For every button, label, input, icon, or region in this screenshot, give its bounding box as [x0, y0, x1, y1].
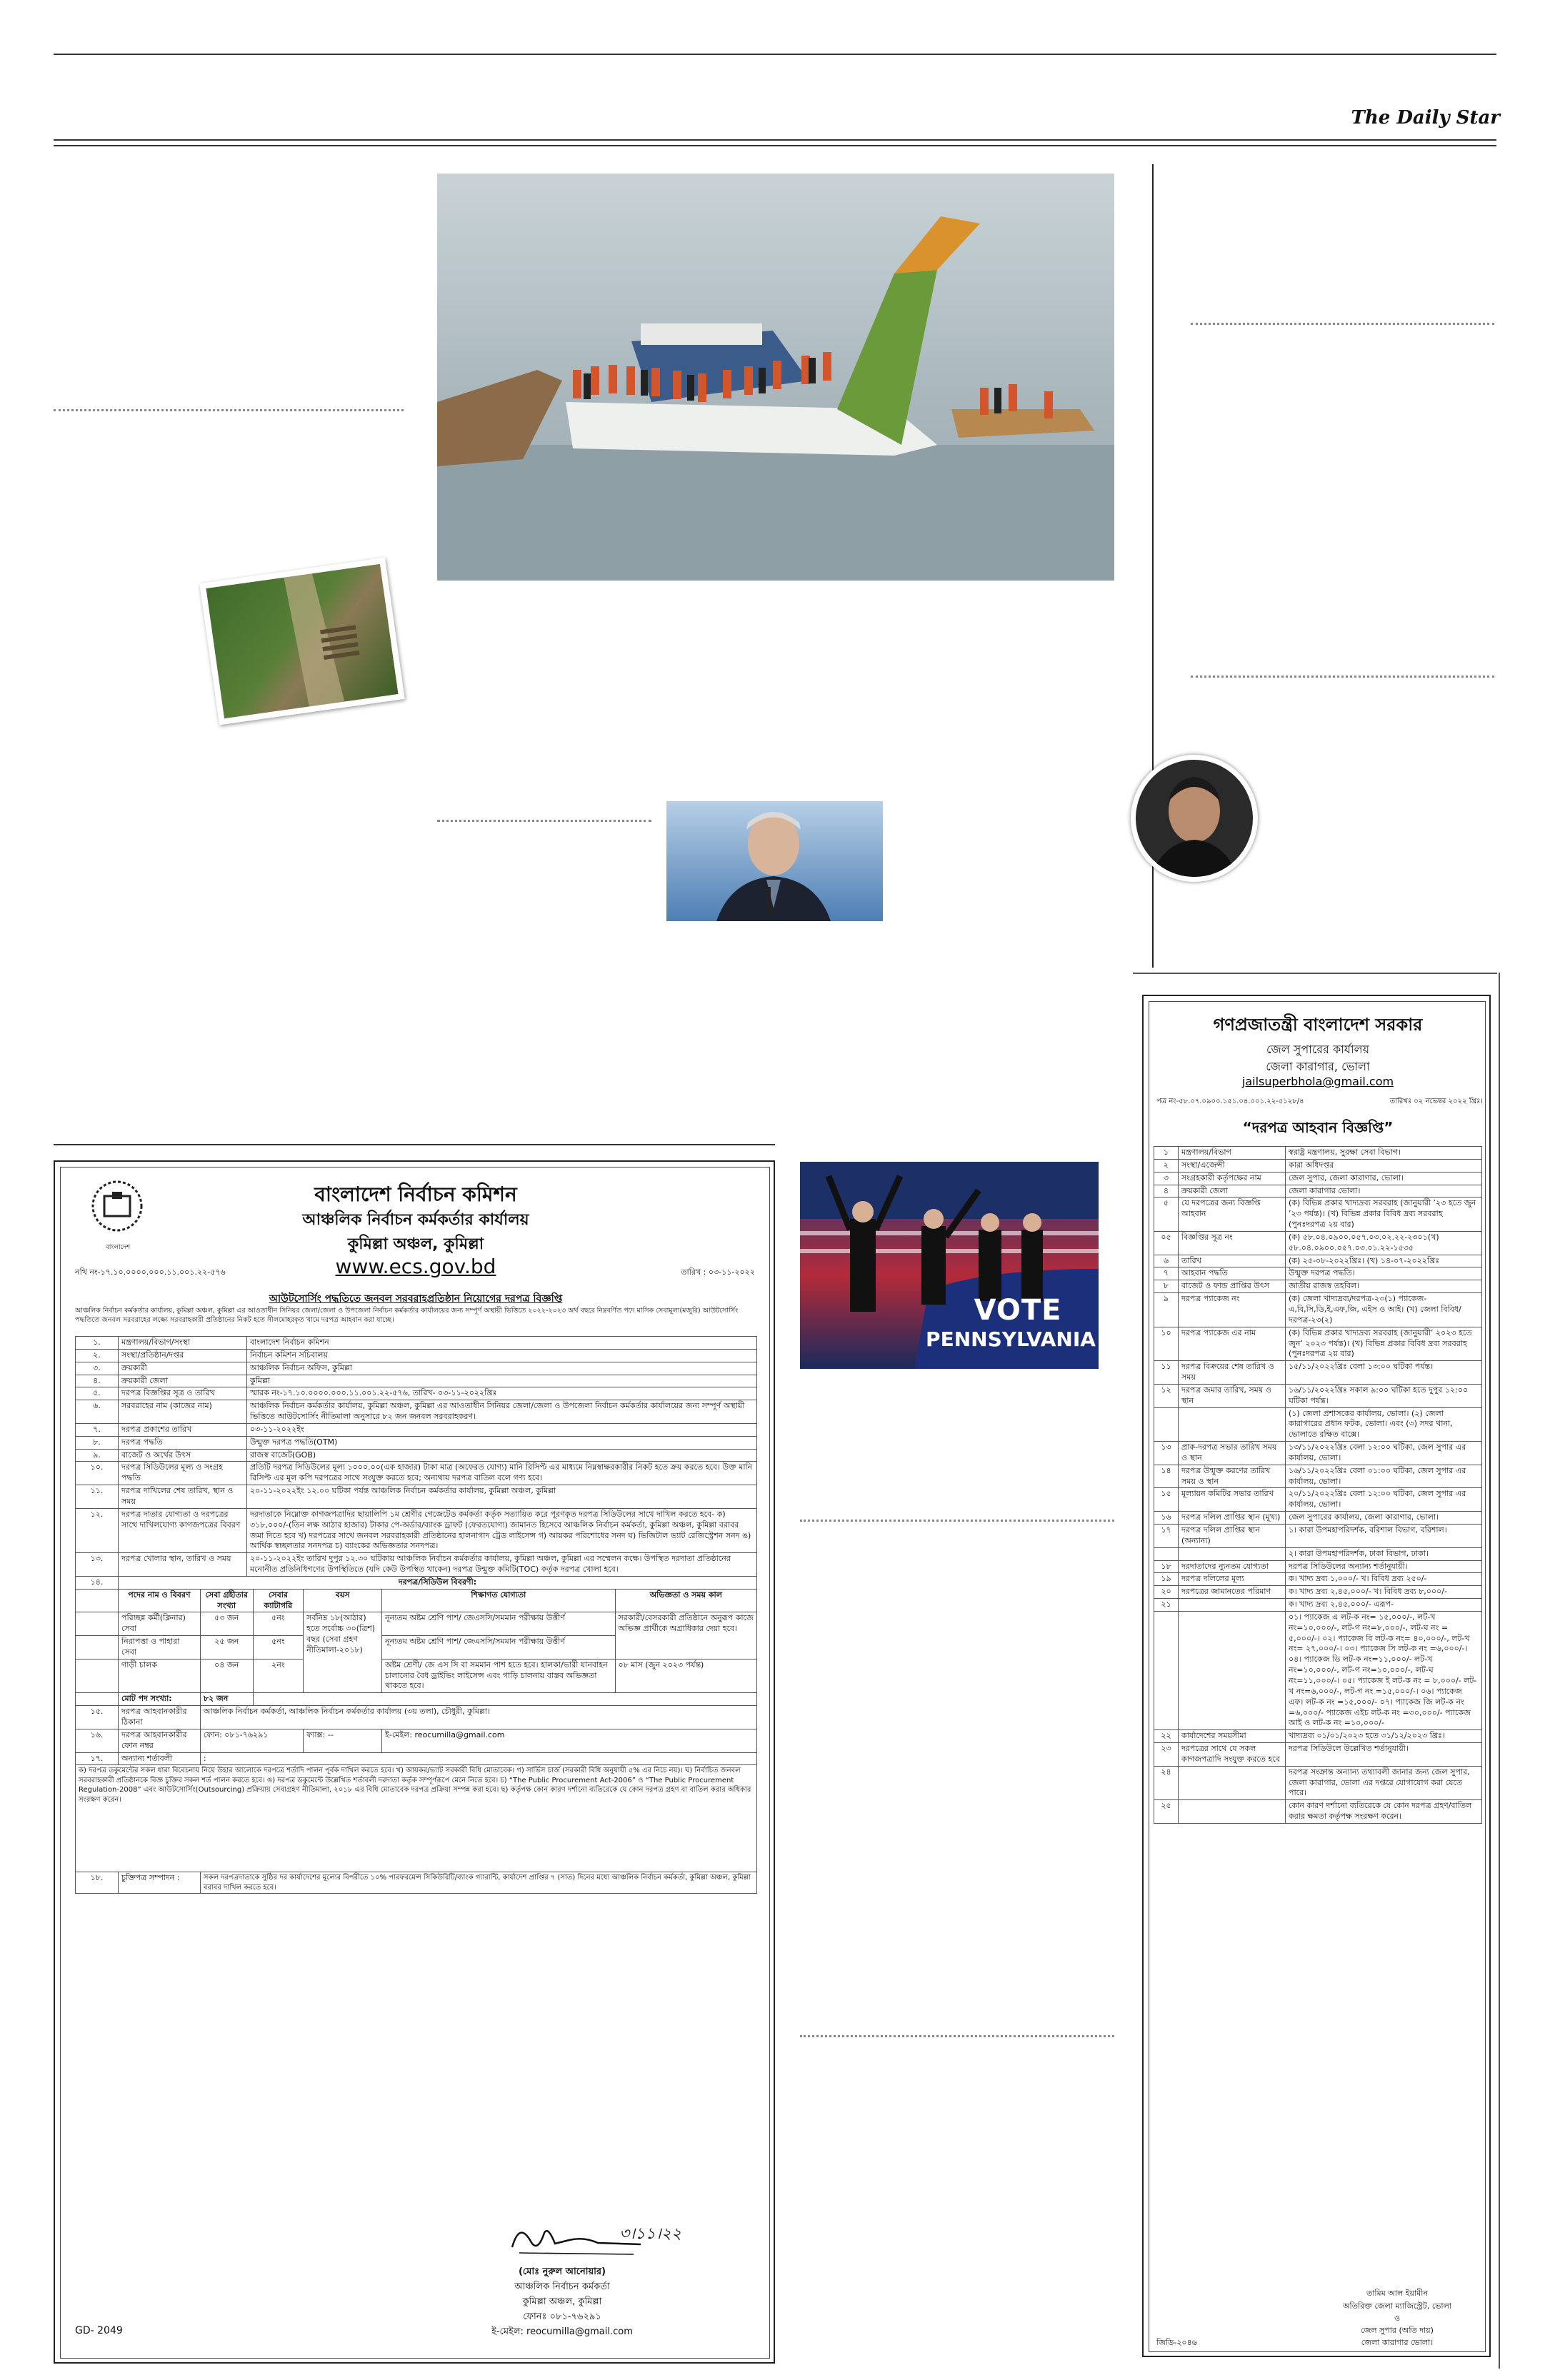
ec-ad-location: কুমিল্লা অঞ্চল, কুমিল্লা	[347, 1235, 484, 1253]
row-number: ৯.	[76, 1449, 119, 1462]
post-experience: ০৮ মাস (জুন ২০২৩ পর্যন্ত)	[615, 1659, 756, 1693]
table-row	[76, 1553, 757, 1577]
row-number: ১৯	[1154, 1573, 1179, 1586]
row-value: (ক) বিভিন্ন প্রকার খাদ্যদ্রব্য সরবরাহ (জানুয়ারী’ ২০২৩ হতে জুন’ ২০২৩ পর্যন্ত)। (খ) বিভিন্ন প্রকার বিবিধ দ্রব্য সরবরাহ (পুনঃদরপত্র ২য় বার)	[1286, 1327, 1482, 1361]
row-label	[1179, 1599, 1286, 1612]
row-label: দরপত্র বিজ্ঞপ্তির সূত্র ও তারিখ	[119, 1387, 247, 1400]
row-label: মূল্যায়ন কমিটির সভার তারিখ	[1179, 1488, 1286, 1512]
row-value: বাংলাদেশ নির্বাচন কমিশন	[247, 1337, 757, 1350]
table-row	[76, 1485, 757, 1509]
table-row	[1154, 1465, 1482, 1488]
row-value: (ক) ২৫-০৮-২০২২খ্রিঃ। (খ) ১৪-০৭-২০২২খ্রিঃ	[1286, 1255, 1482, 1267]
portrait-illustration	[666, 801, 883, 921]
table-row	[1154, 1172, 1482, 1185]
row-number: ৬	[1154, 1255, 1179, 1267]
table-row	[1154, 1185, 1482, 1197]
row-number: ৯	[1154, 1293, 1179, 1327]
row-number: ২১	[1154, 1599, 1179, 1612]
rally-photo	[800, 1162, 1099, 1369]
table-row	[1154, 1384, 1482, 1407]
row-number: ১৪	[1154, 1465, 1179, 1488]
row-label: দরপত্র দলিলের মূল্য	[1179, 1573, 1286, 1586]
table-row	[1154, 1611, 1482, 1729]
row-number	[1154, 1611, 1179, 1729]
ec-row16-label: দরপত্র আহবানকারীর ফোন নম্বর	[119, 1729, 201, 1752]
row-label: যে দরপত্রের জন্য বিজ্ঞপ্তি আহবান	[1179, 1197, 1286, 1232]
row-label: দরপত্র খোলার স্থান, তারিখ ও সময়	[119, 1553, 247, 1577]
ec-tender-ad	[54, 1160, 775, 2364]
row-number: ৫.	[76, 1387, 119, 1400]
plane-crash-illustration	[437, 174, 1114, 581]
row-number: ০৫	[1154, 1231, 1179, 1255]
row-number: ২০	[1154, 1586, 1179, 1599]
row-number: ১৭	[1154, 1525, 1179, 1548]
row-value: রাজস্ব বাজেট(GOB)	[247, 1449, 757, 1462]
column-rule	[1499, 973, 1500, 2369]
table-row	[1154, 1599, 1482, 1612]
vote-banner-line1: VOTE	[974, 1294, 1062, 1327]
row-label: দরপত্র প্যাকেজ এর নাম	[1179, 1327, 1286, 1361]
ec-ad-table	[75, 1336, 757, 1577]
row-number: ৬.	[76, 1400, 119, 1424]
ec-sign-date: ৩।১১।২২	[619, 2225, 682, 2243]
row-value: জাতীয় রাজস্ব তহবিল।	[1286, 1280, 1482, 1293]
row-number: ১২.	[76, 1508, 119, 1552]
row-number: ৮.	[76, 1436, 119, 1449]
row-label: ক্রয়কারী	[119, 1362, 247, 1375]
row-value: ২০-১১-২০২২ইং ১২.০০ ঘটিকা পর্যন্ত আঞ্চলিক নির্বাচন কর্মকর্তার কার্যালয়, কুমিল্লা অঞ্চল, কুমিল্লা	[247, 1485, 757, 1509]
ec-row18-label: চুক্তিপত্র সম্পাদন :	[119, 1872, 201, 1894]
ec-ad-header: বাংলাদেশ নির্বাচন কমিশন	[314, 1183, 517, 1206]
row-number: ১১.	[76, 1485, 119, 1509]
row-number: ৩.	[76, 1362, 119, 1375]
ec-ad-memo-no: নথি নং-১৭.১০.০০০০.০০০.১১.০০১.২২-৫৭৬	[75, 1267, 226, 1277]
ec-sign-title: আঞ্চলিক নির্বাচন কর্মকর্তা	[514, 2281, 610, 2292]
table-row	[1154, 1407, 1482, 1442]
row-number: ৫	[1154, 1197, 1179, 1232]
table-row	[1154, 1293, 1482, 1327]
ec-row16-email: ই-মেইল: reocumilla@gmail.com	[382, 1729, 757, 1752]
row-value: ক। খাদ্য দ্রব্য ২,৪৫,০০০/- এরূপ-	[1286, 1599, 1482, 1612]
row-label	[1179, 1547, 1286, 1560]
ec-sign-location: কুমিল্লা অঞ্চল, কুমিল্লা	[522, 2296, 602, 2307]
jail-ad-office-2: জেলা কারাগার, ভোলা	[1266, 1060, 1370, 1073]
row-number: ১৩	[1154, 1442, 1179, 1465]
post-education: অষ্টম শ্রেণী/ জে এস সি বা সমমান পাশ হতে হবে। হালকা/ভারী যানবাহন চালানোর বৈধ ড্রাইভিং লাইসেন্স এবং গাড়ি চালনায় বাস্তব অভিজ্ঞতা থাকতে হবে।	[382, 1659, 615, 1693]
table-row	[1154, 1442, 1482, 1465]
row-value: দরপত্র সিডিউলের অন্যান্য শর্তানুযায়ী।	[1286, 1560, 1482, 1573]
table-row	[1154, 1560, 1482, 1573]
table-row	[76, 1423, 757, 1436]
table-row	[76, 1337, 757, 1350]
row-number: ৪.	[76, 1375, 119, 1387]
ec-row18-value: সকল দরপত্রদাতাকে সুষ্ঠির দর কার্যাদেশের মূল্যের বিপরীতে ১০% পারফরমেন্স সিকিউরিটি/ব্যাংক গ্যারান্টি, কার্যাদেশ প্রাপ্তির ৭ (সাত) দিনের মধ্যে আঞ্চলিক নির্বাচন কর্মকর্তা, কুমিল্লা অঞ্চল, কুমিল্লা বরাবর দাখিল করতে হবে।	[200, 1872, 756, 1894]
row-value: কুমিল্লা	[247, 1375, 757, 1387]
table-row	[1154, 1159, 1482, 1172]
row-label: বিজ্ঞপ্তির সূত্র নং	[1179, 1231, 1286, 1255]
header-rule-1	[54, 139, 1496, 141]
table-row	[1154, 1231, 1482, 1255]
row-label	[1179, 1766, 1286, 1800]
ec-row15-value: আঞ্চলিক নির্বাচন কর্মকর্তা, আঞ্চলিক নির্বাচন কর্মকর্তার কার্যালয় (৩য় তলা), চৌধুরী, কুমিল্লা।	[200, 1706, 756, 1729]
row-value: কারা অধিদপ্তর	[1286, 1159, 1482, 1172]
post-name: পরিচ্ছন্ন কর্মী(ক্লিনার) সেবা	[119, 1612, 201, 1636]
row-value: উন্মুক্ত দরপত্র পদ্ধতি(OTM)	[247, 1436, 757, 1449]
jail-ad-sign-title-3: জেল সুপার (অতি দায়)	[1361, 2326, 1434, 2335]
row-label: দরপত্র পদ্ধতি	[119, 1436, 247, 1449]
ec-ad-intro: আঞ্চলিক নির্বাচন কর্মকর্তার কার্যালয়, কুমিল্লা অঞ্চল, কুমিল্লা এর আওতাধীন সিনিয়র জেলা/জেলা ও উপজেলা নির্বাচন কর্মকর্তার কার্যালয়ের জন্য সম্পূর্ণ অস্থায়ী ভিত্তিতে ২০২২-২০২৩ অর্থ বছরে নিম্নবর্ণিত পদে মাসিক সেবামূল্য(মজুরি) আউটসোর্সিং পদ্ধতিতে জনবল সরবরাহের লক্ষ্যে সরবরাহকারী প্রতিষ্ঠানের নিকট হতে সীলমোহরকৃত খামে দরপত্র আহবান করা যাচ্ছে।	[75, 1307, 739, 1325]
row-number: ২৩	[1154, 1743, 1179, 1767]
header-rule-2	[54, 145, 1496, 146]
jail-ad-memo-no: পত্র নং-৫৮.০৭.০৯০০.১৫১.০৪.০০১.২২-৫১২৮/৪	[1156, 1098, 1304, 1105]
post-category: ৫নং	[253, 1612, 304, 1636]
row-label: দরপত্র প্যাকেজ নং	[1179, 1293, 1286, 1327]
ec-row17-label: অন্যান্য শর্তাবলী	[119, 1752, 201, 1765]
post-column-header: শিক্ষাগত যোগ্যতা	[382, 1589, 615, 1612]
row-value: স্বরাষ্ট্র মন্ত্রণালয়, সুরক্ষা সেবা বিভাগ।	[1286, 1147, 1482, 1160]
jail-ad-sign-title-2: ও	[1394, 2314, 1401, 2323]
row-number: ১.	[76, 1337, 119, 1350]
row-label: মন্ত্রণালয়/বিভাগ/সংস্থা	[119, 1337, 247, 1350]
row-label: দরপত্রের জামানতের পরিমাণ	[1179, 1586, 1286, 1599]
jail-ad-header: গণপ্রজাতন্ত্রী বাংলাদেশ সরকার	[1213, 1015, 1423, 1035]
row-number: ১০.	[76, 1462, 119, 1485]
table-row	[76, 1462, 757, 1485]
ec-ad-table-wrap	[75, 1336, 757, 2100]
post-column-header: বয়স	[304, 1589, 382, 1612]
post-age: সর্বনিম্ন ১৮(আঠার) হতে সর্বোচ্চ ৩০(ত্রিশ) বছর (সেবা গ্রহণ নীতিমালা-২০১৮)	[304, 1612, 382, 1693]
table-row	[1154, 1586, 1482, 1599]
ec-schedule-no: ১৪.	[76, 1576, 119, 1589]
row-number: ৩	[1154, 1172, 1179, 1185]
row-number: ২.	[76, 1349, 119, 1362]
post-education: নূন্যতম অষ্টম শ্রেণি পাশ/ জেএসসি/সমমান পরীক্ষায় উত্তীর্ণ	[382, 1612, 615, 1636]
row-number: ৭	[1154, 1267, 1179, 1280]
table-row	[1154, 1280, 1482, 1293]
row-value: ক। খাদ্য দ্রব্য ২,৪৫,০০০/- খ। বিবিধ দ্রব্য ৮,০০০/-	[1286, 1586, 1482, 1599]
post-count: ০৪ জন	[200, 1659, 253, 1693]
table-row	[1154, 1573, 1482, 1586]
table-row	[1154, 1255, 1482, 1267]
table-row	[1154, 1327, 1482, 1361]
ad-top-rule	[54, 1144, 775, 1145]
row-label: দরপত্র সিডিউলের মূল্য ও সংগ্রহ পদ্ধতি	[119, 1462, 247, 1485]
ec-ad-code: GD- 2049	[75, 2325, 123, 2336]
row-label: দরপত্র দাতার যোগ্যতা ও দরপত্রের সাথে দাখিলযোগ্য কাগজপত্রের বিবরণ	[119, 1508, 247, 1552]
separator	[1191, 676, 1494, 678]
row-label: দরপত্র উন্মুক্ত করণের তারিখ সময় ও স্থান	[1179, 1465, 1286, 1488]
row-value: আঞ্চলিক নির্বাচন কর্মকর্তার কার্যালয়, কুমিল্লা অঞ্চল, কুমিল্লা এর আওতাধীন সিনিয়র জেলা/জেলা ও উপজেলা নির্বাচন কর্মকর্তার কার্যালয়ের জন্য সম্পূর্ণ অস্থায়ী ভিত্তিতে আউটসোর্সিং নীতিমালা অনুসারে ৮২ জন জনবল সরবরাহকরণ।	[247, 1400, 757, 1424]
row-value: খাদ্যদ্রব্য ০১/০১/২০২৩ হতে ৩১/১২/২০২৩ খ্রিঃ।	[1286, 1730, 1482, 1743]
table-row	[76, 1362, 757, 1375]
row-number: ৪	[1154, 1185, 1179, 1197]
row-value: দরপত্র সিডিউলে উল্লেখিত শর্তানুযায়ী।	[1286, 1743, 1482, 1767]
row-value: ০৩-১১-২০২২ইং	[247, 1423, 757, 1436]
row-number	[1154, 1547, 1179, 1560]
jail-ad-office-1: জেল সুপারের কার্যালয়	[1266, 1043, 1370, 1056]
separator	[437, 820, 651, 822]
table-row	[76, 1349, 757, 1362]
row-value: কোন কারণ দর্শানো ব্যতিরেকে যে কোন দরপত্র গ্রহণ/বাতিল করার ক্ষমতা কর্তৃপক্ষ সংরক্ষণ করেন।	[1286, 1800, 1482, 1824]
row-number: ২৪	[1154, 1766, 1179, 1800]
jail-tender-ad	[1142, 995, 1491, 2357]
row-value: ২০/১১/২০২২খ্রিঃ বেলা ১২:০০ ঘটিকা, জেল সুপার এর কার্যালয়, ভোলা।	[1286, 1488, 1482, 1512]
row-number: ১২	[1154, 1384, 1179, 1407]
post-count: ৫৩ জন	[200, 1612, 253, 1636]
row-value: নির্বাচন কমিশন সচিবালয়	[247, 1349, 757, 1362]
ec-conditions: ক) দরপত্র ডকুমেন্টের সকল ধারা বিবেচনায় নিয়ে উহার আলোকে দরপত্রে শর্তাদি পালন পূর্বক দাখিল করতে হবে। খ) আয়কর/ভ্যাট সরকারী বিধি মোতাবেক। গ) সার্ভিস চার্জ (সরকারী বিধি অনুযায়ী ৫% এর নিচে নয়)। ঘ) নির্বাচিত জনবল সরবরাহকারী প্রতিষ্ঠানকে বিজ্ঞ চুক্তির সকল শর্ত পালন করতে হবে। ঙ) দরপত্র ডকুমেন্টে উল্লেখিত শর্তাবলী দরদাতা কর্তৃক সম্পূর্ণরূপে মেনে নিতে হবে। চ) “The Public Procurement Act-2006” ও “The Public Procurement Regulation-2008” এবং আউটসোর্সিং(Outsourcing) প্রক্রিয়ায় সেবাগ্রহণ নীতিমালা, ২০১৮ এর বিধি মোতাবেক দরপত্র প্রক্রিয়া সম্পন্ন করা হবে। ছ) কর্তৃপক্ষ কোন কারণ দর্শানো ব্যতিরেকে যে কোন দরপত্র গ্রহণ বা বাতিল করার অধিকার সংরক্ষণ করেন।	[76, 1765, 757, 1872]
row-value: (১) জেলা প্রশাসকের কার্যালয়, ভোলা। (২) জেলা কারাগারের প্রধান ফটক, ভোলা। এবং (৩) সদর থানা, ভোলাতে রক্ষিত বাক্সে।	[1286, 1407, 1482, 1442]
forest-illustration	[206, 564, 398, 718]
table-row	[1154, 1743, 1482, 1767]
jail-ad-sign-name: তামিম আল ইয়ামীন	[1366, 2289, 1429, 2298]
row-value: (ক) জেলা খাদ্যদ্রব্য/দরপত্র-২৩(১) প্যাকেজ-এ,বি,সি,ডি,ই,এফ,জি, এইস ও আই। (খ) জেলা বিবিধ/দরপত্র-২৩(২)	[1286, 1293, 1482, 1327]
row-label: ক্রয়কারী জেলা	[1179, 1185, 1286, 1197]
row-number: ২২	[1154, 1730, 1179, 1743]
ec-row15-label: দরপত্র আহবানকারীর ঠিকানা	[119, 1706, 201, 1729]
circle-portrait	[1131, 755, 1258, 882]
row-value: জেলা কারাগার ভোলা।	[1286, 1185, 1482, 1197]
post-column-header: অভিজ্ঞতা ও সময় কাল	[615, 1589, 756, 1612]
row-value: (ক) ৫৮.০৪.০৯০০.০৫৭.০৩.০২.২২-২৩০১(খ) ৫৮.০৪.০৯০০.০৫৭.০৩.০১.২২-১৫৩৫	[1286, 1231, 1482, 1255]
circle-portrait-illustration	[1136, 760, 1253, 877]
forest-photo	[199, 558, 404, 725]
row-value: ২। কারা উপমহাপরিদর্শক, ঢাকা বিভাগ, ঢাকা।	[1286, 1547, 1482, 1560]
table-row	[1154, 1197, 1482, 1232]
table-row	[76, 1387, 757, 1400]
row-value: ২০-১১-২০২২ইং তারিখ দুপুর ১২.৩০ ঘটিকায় আঞ্চলিক নির্বাচন কর্মকর্তার কার্যালয়, কুমিল্লা অঞ্চল, কুমিল্লা এর সম্মেলন কক্ষে। উপস্থিত দরদাতা প্রতিষ্ঠানের মনোনীত প্রতিনিধিগণের উপস্থিতিতে (যদি কেউ উপস্থিত থাকেন) দরপত্র উন্মুক্ত কমিটি(TOC) কর্তৃক দরপত্র খোলা হবে।	[247, 1553, 757, 1577]
ec-row16-fax: ফ্যাক্স: --	[304, 1729, 382, 1752]
ec-post-table: ১৪. দরপত্র/সিডিউল বিবরণী: পদের নাম ও বিবরণ সেবা গ্রহীতার সংখ্যা সেবার ক্যাটাগরি বয়স শিক্ষাগত যোগ্যতা অভিজ্ঞতা ও সময় কাল পরিচ্ছন্ন কর্মী(ক্লিনার) সেবা ৫৩ জন ৫নং সর্বনিম্ন ১৮(আঠার) হতে সর্বোচ্চ ৩০(ত্রিশ) বছর (সেবা গ্রহণ নীতিমালা-২০১৮) নূন্যতম অষ্টম শ্রেণি পাশ/ জেএসসি/সমমান পরীক্ষায় উত্তীর্ণ সরকারী/বেসরকারী প্রতিষ্ঠানে অনুরূপ কাজে অভিজ্ঞ প্রার্থীকে অগ্রাধিকার দেয়া হবে। নিরাপত্তা ও পাহারা সেবা ২৫ জন ৫নং নূন্যতম অষ্টম শ্রেণি পাশ/ জেএসসি/সমমান পরীক্ষায় উত্তীর্ণ গাড়ী চালক ০৪ জন ২নং অষ্টম শ্রেণী/ জে এস সি বা সমমান পাশ হতে হবে। হালকা/ভারী যানবাহন চালানোর বৈধ ড্রাইভিং লাইসেন্স এবং গাড়ি চালনায় বাস্তব অভিজ্ঞতা থাকতে হবে। ০৮ মাস (জুন ২০২৩ পর্যন্ত) মোট পদ সংখ্যা: ৮২ জন ১৫. দরপত্র আহবানকারীর ঠিকানা আঞ্চলিক নির্বাচন কর্মকর্তা, আঞ্চলিক নির্বাচন কর্মকর্তার কার্যালয় (৩য় তলা), চৌধুরী, কুমিল্লা। ১৬. দরপত্র আহবানকারীর ফোন নম্বর ফোন: ০৮১-৭৬২৯১ ফ্যাক্স: -- ই-মেইল: reocumilla@gmail.com ১৭. অন্যান্য শর্তাবলী : ক) দরপত্র ডকুমেন্টের সকল ধারা বিবেচনায় নিয়ে উহার আলোকে দরপত্রে শর্তাদি পালন পূর্বক দাখিল করতে হবে। খ) আয়কর/ভ্যাট সরকারী বিধি মোতাবেক। গ) সার্ভিস চার্জ (সরকারী বিধি অনুযায়ী ৫% এর নিচে নয়)। ঘ) নির্বাচিত জনবল সরবরাহকারী প্রতিষ্ঠানকে বিজ্ঞ চুক্তির সকল শর্ত পালন করতে হবে। ঙ) দরপত্র ডকুমেন্টে উল্লেখিত শর্তাবলী দরদাতা কর্তৃক সম্পূর্ণরূপে মেনে নিতে হবে। চ) “The Public Procurement Act-2006” ও “The Public Procurement Regulation-2008” এবং আউটসোর্সিং(Outsourcing) প্রক্রিয়ায় সেবাগ্রহণ নীতিমালা, ২০১৮ এর বিধি মোতাবেক দরপত্র প্রক্রিয়া সম্পন্ন করা হবে। ছ) কর্তৃপক্ষ কোন কারণ দর্শানো ব্যতিরেকে যে কোন দরপত্র গ্রহণ বা বাতিল করার অধিকার সংরক্ষণ করেন। ১৮. চুক্তিপত্র সম্পাদন : সকল দরপত্রদাতাকে সুষ্ঠির দর কার্যাদেশের মূল্যের বিপরীতে ১০% পারফরমেন্স সিকিউরিটি/ব্যাংক গ্যারান্টি, কার্যাদেশ প্রাপ্তির ৭ (সাত) দিনের মধ্যে আঞ্চলিক নির্বাচন কর্মকর্তা, কুমিল্লা অঞ্চল, কুমিল্লা বরাবর দাখিল করতে হবে।	[75, 1576, 757, 1894]
table-row	[1154, 1147, 1482, 1160]
ec-total-value: ৮২ জন	[200, 1693, 253, 1706]
jail-ad-code: জিডি-২০৪৬	[1156, 2338, 1197, 2347]
table-row	[1154, 1267, 1482, 1280]
row-label: সংগ্রহকারী কর্তৃপক্ষের নাম	[1179, 1172, 1286, 1185]
ec-ad-memo-date: তারিখ : ০৩-১১-২০২২	[681, 1267, 755, 1277]
row-label: দরপত্র দলিল প্রাপ্তির স্থান (মূখ্য)	[1179, 1512, 1286, 1525]
vote-banner-line2: PENNSYLVANIA	[926, 1327, 1096, 1351]
ec-sign-email: ই-মেইল: reocumilla@gmail.com	[491, 2326, 633, 2337]
table-row	[1154, 1525, 1482, 1548]
row-number: ১	[1154, 1147, 1179, 1160]
row-number: ১৫	[1154, 1488, 1179, 1512]
row-label	[1179, 1407, 1286, 1442]
row-number: ১৬	[1154, 1512, 1179, 1525]
jail-ad-memo-date: তারিখঃ ০২ নভেম্বর ২০২২ খ্রিঃ।	[1389, 1098, 1483, 1105]
row-label: দরপত্রের সাথে যে সকল কাগজপত্রাদি সংযুক্ত করতে হবে	[1179, 1743, 1286, 1767]
post-row	[76, 1612, 757, 1636]
row-number	[1154, 1407, 1179, 1442]
row-value: ১। কারা উপমহাপরিদর্শক, বরিশাল বিভাগ, বরিশাল।	[1286, 1525, 1482, 1548]
table-row	[76, 1436, 757, 1449]
row-label: কার্যাদেশের সময়সীমা	[1179, 1730, 1286, 1743]
row-label: আহবান পদ্ধতি	[1179, 1267, 1286, 1280]
row-label: দরদাতাদের ন্যুনতম যোগ্যতা	[1179, 1560, 1286, 1573]
ec-ad-website[interactable]: www.ecs.gov.bd	[335, 1255, 496, 1278]
row-number: ২৫	[1154, 1800, 1179, 1824]
jail-ad-sign-title-4: জেলা কারাগার ভোলা।	[1361, 2338, 1434, 2347]
separator	[800, 2035, 1114, 2037]
row-label: বাজেট ও ফান্ড প্রাপ্তির উৎস	[1179, 1280, 1286, 1293]
row-value: স্মারক নং-১৭.১০.০০০০.০০০.১১.০০১.২২-৫৭৬, তারিখ- ০৩-১১-২০২২খ্রিঃ	[247, 1387, 757, 1400]
post-name: নিরাপত্তা ও পাহারা সেবা	[119, 1636, 201, 1660]
top-rule	[54, 54, 1496, 55]
row-value: ১৬/১১/২০২২খ্রিঃ সকাল ৯:০০ ঘটিকা হতে দুপুর ১২:০০ ঘটিকা পর্যন্ত।	[1286, 1384, 1482, 1407]
table-row	[1154, 1800, 1482, 1824]
row-label: ক্রয়কারী জেলা	[119, 1375, 247, 1387]
plane-crash-photo	[437, 174, 1114, 581]
ec-sign-name: (মোঃ নুরুল আনোয়ার)	[518, 2266, 606, 2277]
table-row	[76, 1508, 757, 1552]
table-row	[76, 1400, 757, 1424]
jail-ad-table-wrap	[1154, 1146, 1482, 2281]
row-label: সংস্থা/এজেন্সী	[1179, 1159, 1286, 1172]
row-label: সরবরাহের নাম (কাজের নাম)	[119, 1400, 247, 1424]
jail-ad-email[interactable]: jailsuperbhola@gmail.com	[1241, 1075, 1394, 1088]
row-label: দরপত্র জমার তারিখ, সময় ও স্থান	[1179, 1384, 1286, 1407]
post-count: ২৫ জন	[200, 1636, 253, 1660]
row-label: বাজেট ও অর্থের উৎস	[119, 1449, 247, 1462]
table-row	[1154, 1488, 1482, 1512]
post-column-header: সেবা গ্রহীতার সংখ্যা	[200, 1589, 253, 1612]
row-number: ৭.	[76, 1423, 119, 1436]
row-label	[1179, 1611, 1286, 1729]
row-label: দরপত্র বিক্রয়ের শেষ তারিখ ও সময়	[1179, 1361, 1286, 1385]
row-label	[1179, 1800, 1286, 1824]
row-number: ৮	[1154, 1280, 1179, 1293]
row-label: দরপত্র দলিল প্রাপ্তির স্থান (অন্যান্য)	[1179, 1525, 1286, 1548]
table-row	[1154, 1547, 1482, 1560]
jail-ad-table	[1154, 1146, 1482, 1824]
jail-ad-sign-title-1: অতিরিক্ত জেলা ম্যাজিস্ট্রেট, ভোলা	[1343, 2301, 1451, 2311]
ec-schedule-header: দরপত্র/সিডিউল বিবরণী:	[119, 1576, 757, 1589]
row-value: ১৫/১১/২০২২খ্রিঃ বেলা ১৩:০০ ঘটিকা পর্যন্ত।	[1286, 1361, 1482, 1385]
ec-row16-phone: ফোন: ০৮১-৭৬২৯১	[200, 1729, 303, 1752]
row-label: সংস্থা/প্রতিষ্ঠান/দপ্তর	[119, 1349, 247, 1362]
row-value: ক। খাদ্য দ্রব্য ১,০০০/- খ। বিবিধ দ্রব্য ২৫০/-	[1286, 1573, 1482, 1586]
row-number: ১৩.	[76, 1553, 119, 1577]
row-label: তারিখ	[1179, 1255, 1286, 1267]
table-row	[1154, 1766, 1482, 1800]
portrait-photo	[666, 801, 883, 921]
row-value: দরদাতাকে নিম্নোক্ত কাগজপত্রাদির ছায়ালিপি ১ম শ্রেণীর গেজেটেড কর্মকর্তা কর্তৃক সত্যায়িত করে পূরণকৃত দরপত্র সিডিউলের সাথে দাখিল করতে হবে- ক) ৩১৮,০০০/-(তিন লক্ষ আঠার হাজার) টাকার পে-অর্ডার/ব্যাংক ড্রাফট (ফেরতযোগ্য) জামানত হিসেবে আঞ্চলিক নির্বাচন কর্মকর্তা, কুমিল্লা অঞ্চল, কুমিল্লা বরাবর জমা দিতে হবে খ) দরপত্রের সাথে জনবল সরবরাহকারী প্রতিষ্ঠানের হালনাগাদ ট্রেড লাইসেন্স গ) আয়কর পরিশোধের সনদ ঘ) ভিজিটাল ভ্যাট রেজিস্ট্রেশন সনদ ঙ) আর্থিক স্বচ্ছলতার সনদপত্র চ) ব্যাংকের অভিজ্ঞতার সনদপত্র।	[247, 1508, 757, 1552]
table-row	[1154, 1361, 1482, 1385]
row-value: ১৬/১১/২০২২খ্রিঃ বেলা ০১:০০ ঘটিকা, জেল সুপার এর কার্যালয়, ভোলা।	[1286, 1465, 1482, 1488]
post-category: ২নং	[253, 1659, 304, 1693]
post-category: ৫নং	[253, 1636, 304, 1660]
post-experience: সরকারী/বেসরকারী প্রতিষ্ঠানে অনুরূপ কাজে অভিজ্ঞ প্রার্থীকে অগ্রাধিকার দেয়া হবে।	[615, 1612, 756, 1659]
row-label: দরপত্র দাখিলের শেষ তারিখ, স্থান ও সময়	[119, 1485, 247, 1509]
separator	[1191, 323, 1494, 325]
ec-logo-caption: বাংলাদেশ	[105, 1244, 131, 1251]
ec-ad-title: আউটসোর্সিং পদ্ধতিতে জনবল সরবরাহপ্রতিষ্ঠান নিয়োগের দরপত্র বিজ্ঞপ্তি	[269, 1293, 563, 1305]
row-value: (ক) বিভিন্ন প্রকার খাদ্যদ্রব্য সরবরাহ (জানুয়ারী ’২৩ হতে জুন ’২৩ পর্যন্ত)। (খ) বিভিন্ন প্রকার বিবিধ দ্রব্য সরবরাহ (পুনঃদরপত্র ২য় বার)	[1286, 1197, 1482, 1232]
ec-sign-phone: ফোনঃ ০৮১-৭৬২৯১	[523, 2311, 601, 2322]
post-column-header: সেবার ক্যাটাগরি	[253, 1589, 304, 1612]
table-row	[1154, 1730, 1482, 1743]
row-value: দরপত্র সংক্রান্ত অন্যান্য তথ্যাবলী জানার জন্য জেল সুপার, জেলা কারাগার, ভোলা এর দপ্তরে যোগাযোগ করা যেতে পারে।	[1286, 1766, 1482, 1800]
ec-ad-office: আঞ্চলিক নির্বাচন কর্মকর্তার কার্যালয়	[302, 1211, 529, 1229]
masthead-logo: The Daily Star	[1351, 107, 1500, 129]
row-value: প্রতিটি দরপত্র সিডিউলের মূল্য ১০০০.০০(এক হাজার) টাকা মাত্র (অফেরত যোগ্য) মানি রিসিপ্ট এর মাধ্যমে নিম্নস্বাক্ষরকারীর নিকট হতে ক্রয় করতে হবে। উক্ত মানি রিসিপ্ট এর মূল কপি দরপত্রের সাথে সংযুক্ত করতে হবে; অন্যথায় দরপত্র বাতিল বলে গণ্য হবে।	[247, 1462, 757, 1485]
row-value: ১৩/১১/২০২২খ্রিঃ বেলা ১২:০০ ঘটিকা, জেল সুপার এর কার্যালয়, ভোলা।	[1286, 1442, 1482, 1465]
jail-ad-title: “দরপত্র আহবান বিজ্ঞপ্তি”	[1242, 1119, 1394, 1136]
row-number: ১০	[1154, 1327, 1179, 1361]
ec-total-label: মোট পদ সংখ্যা:	[119, 1693, 201, 1706]
post-column-header: পদের নাম ও বিবরণ	[119, 1589, 201, 1612]
row-value: জেল সুপার, জেলা কারাগার, ভোলা।	[1286, 1172, 1482, 1185]
row-number: ১৮	[1154, 1560, 1179, 1573]
row-label: দরপত্র প্রকাশের তারিখ	[119, 1423, 247, 1436]
post-row	[76, 1659, 757, 1693]
table-row	[76, 1449, 757, 1462]
row-value: জেল সুপারের কার্যালয়, জেলা কারাগার, ভোলা।	[1286, 1512, 1482, 1525]
row-number: ১১	[1154, 1361, 1179, 1385]
post-education: নূন্যতম অষ্টম শ্রেণি পাশ/ জেএসসি/সমমান পরীক্ষায় উত্তীর্ণ	[382, 1636, 615, 1660]
column-rule	[1133, 973, 1497, 974]
post-name: গাড়ী চালক	[119, 1659, 201, 1693]
row-label: মন্ত্রণালয়/বিভাগ	[1179, 1147, 1286, 1160]
row-label: প্রাক-দরপত্র সভার তারিখ সময় ও স্থান	[1179, 1442, 1286, 1465]
table-row	[76, 1375, 757, 1387]
table-row	[1154, 1512, 1482, 1525]
row-value: উন্মুক্ত দরপত্র পদ্ধতি।	[1286, 1267, 1482, 1280]
row-number: ২	[1154, 1159, 1179, 1172]
separator	[54, 409, 404, 411]
separator	[800, 1520, 1114, 1522]
row-value: ০১। প্যাকেজ এ লট-ক নং= ১৫,০০০/-, লট-খ নং=১০,০০০/-, লট-গ নং=৮,০০০/-, লট-ঘ নং = ৫,০০০/-। ০২। প্যাকেজ বি লট-ক নং= ৪০,০০০/-, লট-খ নং= ২৭,০০০/-। ০৩। প্যাকেজ সি লট-ক নং =৬,০০০/-। ০৪। প্যাকেজ ডি লট-ক নং=১১,০০০/- লট-খ নং=১০,০০০/-, লট-গ নং=১০,০০০/-, লট-ঘ নং=১১,০০০/-। ০৫। প্যাকেজ ই লট-ক নং = ৮,০০০/- লট-খ নং=৬,০০০/-, লট-গ নং =১৫,০০০/-। ০৬। প্যাকেজ এফ। লট-ক নং =১৫,০০০/- ০৭। প্যাকেজ জি লট-ক নং =৬,০০০/- প্যাকেজ এইচ লট-ক নং =৩০,০০০/- প্যাকেজ আই ও লট-ক নং =১০,০০০/-	[1286, 1611, 1482, 1729]
row-value: আঞ্চলিক নির্বাচন অফিস, কুমিল্লা	[247, 1362, 757, 1375]
